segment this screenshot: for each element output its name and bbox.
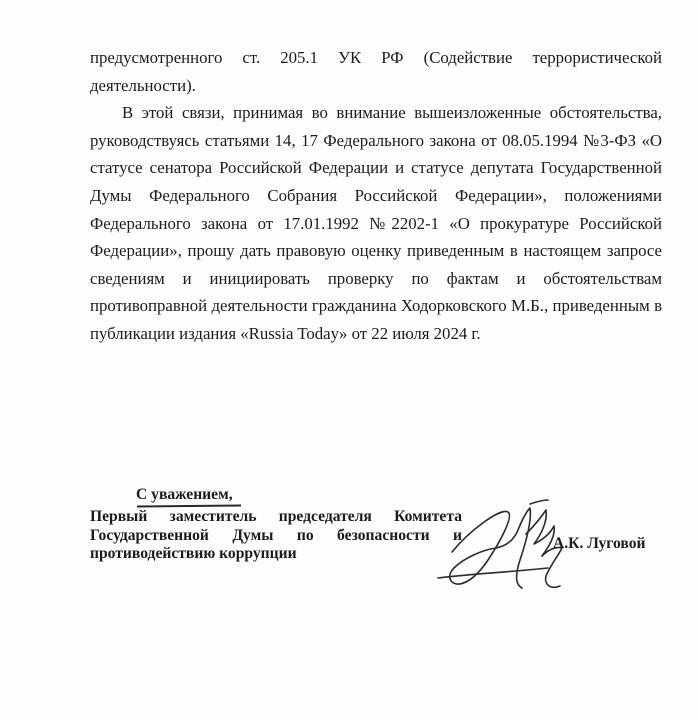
paragraph-article-reference: предусмотренного ст. 205.1 УК РФ (Содействие террористической деятельности). <box>90 48 662 95</box>
signer-name: А.К. Луговой <box>553 535 646 552</box>
letter-body <box>90 44 662 348</box>
paragraph-request: В этой связи, принимая во внимание вышеизложенные обстоятельства, руководствуясь статьями 14, 17 Федерального закона от 08.05.1994 №3-ФЗ «О статусе сенатора Российской Федерации и статусе депутата Государственной Думы Федерального Собрания Российской Федерации», положениями Федерального закона от 17.01.1992 №2202-1 «О прокуратуре Российской Федерации», прошу дать правовую оценку приведенным в настоящем запросе сведениям и инициировать проверку по фактам и обстоятельствам противоправной деятельности гражданина Ходорковского М.Б., приведенным в публикации издания «Russia Today» от 22 июля 2024 г. <box>90 103 662 343</box>
closing-salutation: С уважением, <box>136 486 233 503</box>
signer-title: Первый заместитель председателя Комитета Государственной Думы по безопасности и противодействию коррупции <box>90 508 462 562</box>
